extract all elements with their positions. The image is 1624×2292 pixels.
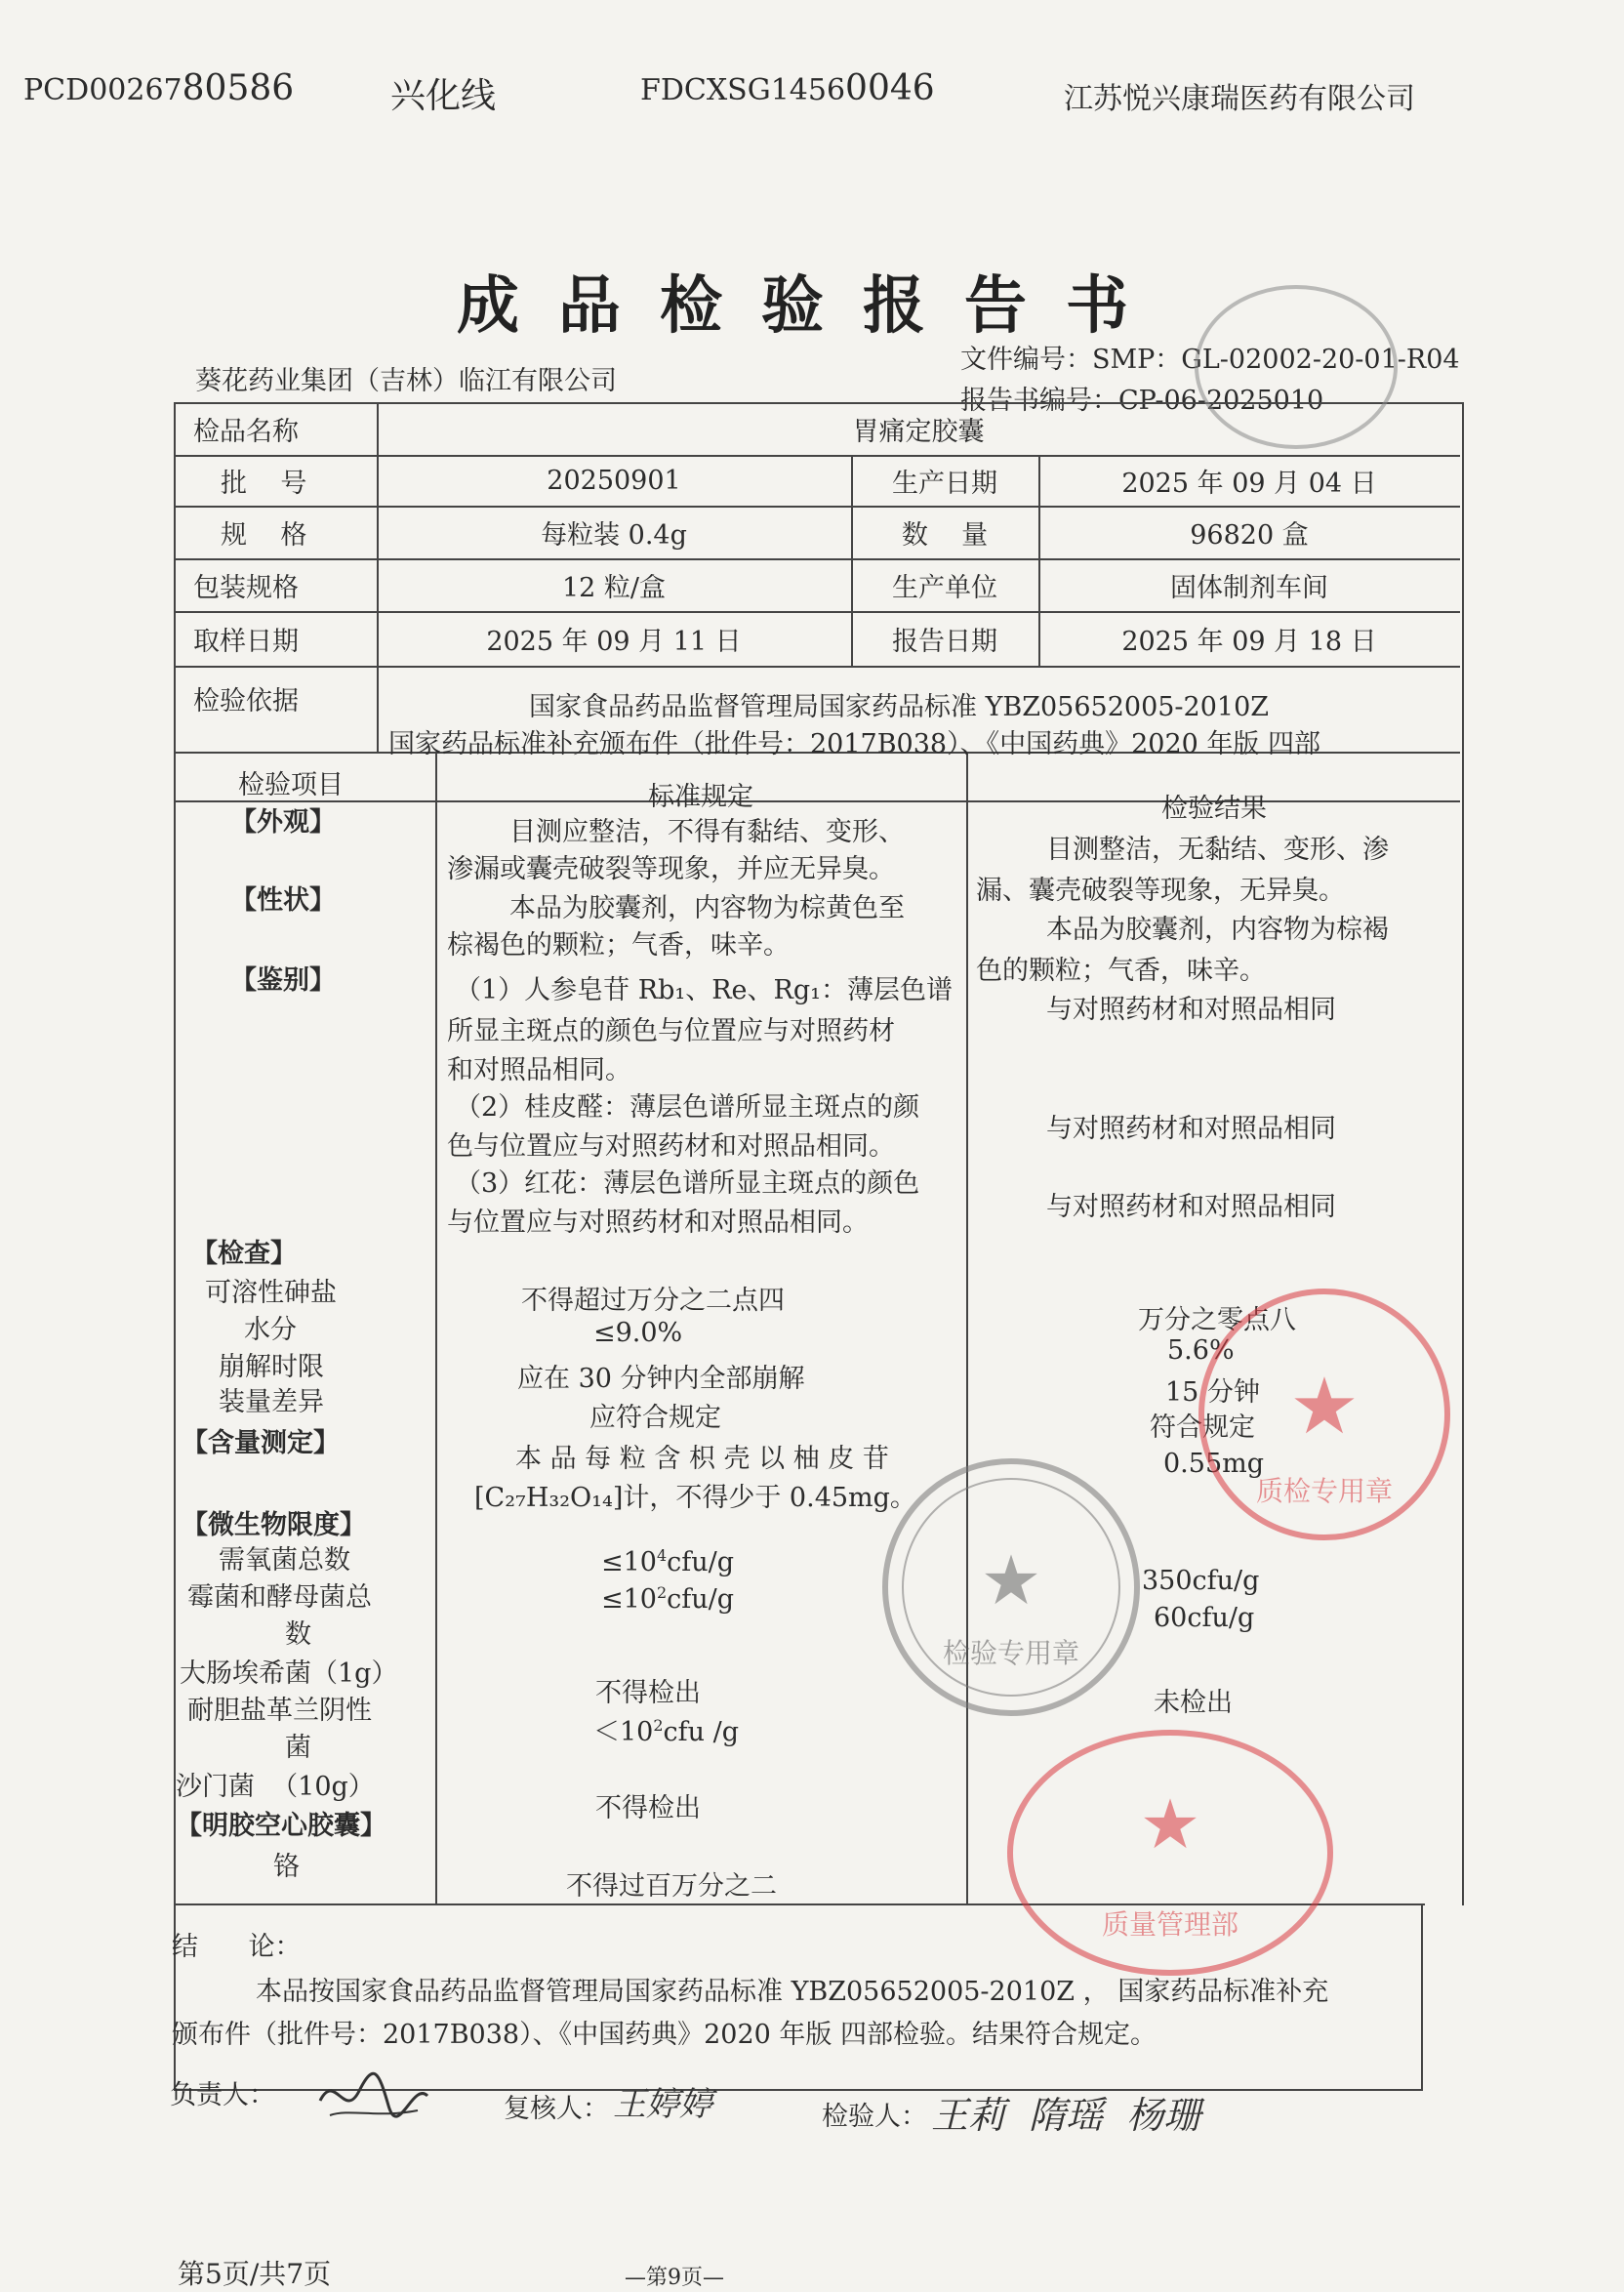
header-distributor: 江苏悦兴康瑞医药有限公司 bbox=[1064, 82, 1415, 116]
res-line: 色的颗粒；气香，味辛。 bbox=[976, 956, 1266, 986]
conclusion-label: 结 论： bbox=[172, 1932, 302, 1962]
label-spec: 规 格 bbox=[221, 519, 307, 551]
std-aerobic: $\le 10^4cfu/g$ bbox=[601, 1546, 735, 1577]
value-product: 胃痛定胶囊 bbox=[852, 416, 985, 447]
value-prod-date: 2025 年 09 月 04 日 bbox=[1121, 468, 1377, 499]
item-bile-1: 耐胆盐革兰阴性 bbox=[187, 1696, 372, 1726]
std-line: （3）红花：薄层色谱所显主斑点的颜色 bbox=[455, 1168, 920, 1199]
item-character: 【性状】 bbox=[230, 885, 336, 916]
label-unit: 生产单位 bbox=[892, 572, 997, 603]
basis-line-1: 国家食品药品监督管理局国家药品标准 YBZ05652005-2010Z bbox=[529, 692, 1270, 722]
std-line: 渗漏或囊壳破裂等现象，并应无异臭。 bbox=[447, 854, 895, 884]
item-disint: 崩解时限 bbox=[219, 1352, 324, 1382]
item-mold-1: 霉菌和酵母菌总 bbox=[187, 1582, 372, 1613]
inspection-seal: ★ 检验专用章 bbox=[882, 1458, 1140, 1716]
item-mold-2: 数 bbox=[285, 1619, 311, 1650]
std-bile: $<10^2cfu$ /g bbox=[593, 1716, 740, 1747]
std-fill: 应符合规定 bbox=[589, 1403, 721, 1433]
std-line: 所显主斑点的颜色与位置应与对照药材 bbox=[447, 1016, 895, 1046]
std-line: （2）桂皮醛：薄层色谱所显主斑点的颜 bbox=[455, 1092, 920, 1123]
std-line: （1）人参皂苷 Rb₁、Re、Rg₁：薄层色谱 bbox=[455, 975, 953, 1005]
item-appearance: 【外观】 bbox=[230, 807, 336, 838]
item-chrome: 铬 bbox=[273, 1852, 300, 1882]
label-qty: 数 量 bbox=[901, 519, 989, 551]
header-code2: FDCXSG14560046 bbox=[640, 68, 935, 108]
res-line: 目测整洁，无黏结、变形、渗 bbox=[1046, 835, 1389, 865]
value-sample-date: 2025 年 09 月 11 日 bbox=[486, 626, 742, 657]
item-arsenic: 可溶性砷盐 bbox=[205, 1278, 337, 1308]
inspector-signatures: 王莉 隋瑶 杨珊 bbox=[931, 2094, 1201, 2137]
std-line: 与位置应与对照药材和对照品相同。 bbox=[447, 1207, 869, 1238]
conclusion-line-2: 颁布件（批件号：2017B038）、《中国药典》2020 年版 四部检验。结果符合规定。 bbox=[172, 2020, 1157, 2050]
label-sample-date: 取样日期 bbox=[193, 626, 299, 657]
res-mold: 60cfu/g bbox=[1154, 1603, 1255, 1633]
std-line: 目测应整洁，不得有黏结、变形、 bbox=[509, 817, 905, 847]
value-report-date: 2025 年 09 月 18 日 bbox=[1121, 626, 1377, 657]
value-batch: 20250901 bbox=[547, 465, 681, 496]
label-basis: 检验依据 bbox=[193, 685, 299, 716]
col-header-standard: 标准规定 bbox=[648, 782, 753, 812]
std-line: 和对照品相同。 bbox=[447, 1055, 631, 1085]
value-unit: 固体制剂车间 bbox=[1170, 572, 1328, 603]
std-mold: $\le 10^2cfu/g$ bbox=[601, 1583, 735, 1615]
responsible-signature bbox=[310, 2062, 437, 2130]
col-header-result: 检验结果 bbox=[1161, 794, 1267, 824]
std-disint: 应在 30 分钟内全部崩解 bbox=[517, 1364, 805, 1394]
label-batch: 批 号 bbox=[221, 468, 307, 499]
col-divider bbox=[966, 752, 968, 1903]
item-identify: 【鉴别】 bbox=[230, 965, 336, 996]
manufacturer: 葵花药业集团（吉林）临江有限公司 bbox=[195, 366, 617, 396]
value-qty: 96820 盒 bbox=[1190, 519, 1309, 551]
seal-text: 质检专用章 bbox=[1255, 1475, 1393, 1507]
std-chrome: 不得过百万分之二 bbox=[566, 1871, 777, 1902]
item-bile-2: 菌 bbox=[285, 1733, 311, 1763]
item-assay: 【含量测定】 bbox=[182, 1428, 340, 1458]
res-line: 漏、囊壳破裂等现象，无异臭。 bbox=[976, 876, 1345, 906]
item-fill: 装量差异 bbox=[219, 1387, 324, 1417]
res-assay: 0.55mg bbox=[1163, 1449, 1265, 1479]
std-ecoli: 不得检出 bbox=[595, 1678, 701, 1708]
row-divider bbox=[174, 666, 1460, 668]
seal-text: 质量管理部 bbox=[1101, 1908, 1238, 1941]
col-divider bbox=[435, 752, 437, 1903]
item-aerobic: 需氧菌总数 bbox=[219, 1545, 350, 1576]
seal-text: 检验专用章 bbox=[942, 1637, 1079, 1669]
res-identify-1: 与对照药材和对照品相同 bbox=[1046, 995, 1336, 1025]
report-number: 报告书编号：CP-06-2025010 bbox=[960, 386, 1324, 416]
res-line: 本品为胶囊剂，内容物为棕褐 bbox=[1046, 915, 1389, 945]
std-arsenic: 不得超过万分之二点四 bbox=[521, 1286, 785, 1316]
responsible-label: 负责人： bbox=[170, 2080, 275, 2110]
std-line: 色与位置应与对照药材和对照品相同。 bbox=[447, 1131, 895, 1162]
basis-line-2: 国家药品标准补充颁布件（批件号：2017B038）、《中国药典》2020 年版 四部 bbox=[388, 729, 1320, 759]
doc-number: 文件编号：SMP：GL-02002-20-01-R04 bbox=[960, 345, 1460, 375]
distributor-seal: ★ 质量管理部 bbox=[1007, 1730, 1333, 1976]
res-arsenic: 万分之零点八 bbox=[1138, 1305, 1296, 1335]
res-ecoli: 未检出 bbox=[1154, 1688, 1233, 1718]
res-disint: 15 分钟 bbox=[1165, 1377, 1260, 1408]
res-water: 5.6% bbox=[1167, 1335, 1235, 1366]
page-number-secondary: —第9页— bbox=[625, 2266, 724, 2290]
quality-seal: ★ 质检专用章 bbox=[1198, 1289, 1450, 1540]
label-product: 检品名称 bbox=[193, 416, 299, 447]
std-assay-2: [C₂₇H₃₂O₁₄]计，不得少于 0.45mg。 bbox=[474, 1483, 916, 1513]
reviewer-label: 复核人： bbox=[504, 2094, 609, 2124]
item-ecoli: 大肠埃希菌（1g） bbox=[180, 1658, 398, 1689]
gray-stamp-top bbox=[1195, 285, 1398, 449]
std-assay-1: 本 品 每 粒 含 枳 壳 以 柚 皮 苷 bbox=[515, 1444, 889, 1474]
item-micro: 【微生物限度】 bbox=[182, 1510, 366, 1540]
res-identify-2: 与对照药材和对照品相同 bbox=[1046, 1114, 1336, 1144]
value-spec: 每粒装 0.4g bbox=[541, 519, 687, 551]
std-line: 棕褐色的颗粒；气香，味辛。 bbox=[447, 930, 790, 961]
item-salmonella: 沙门菌 （10g） bbox=[176, 1772, 375, 1802]
value-pack: 12 粒/盒 bbox=[561, 572, 667, 603]
conclusion-right-border bbox=[1421, 1903, 1423, 2089]
reviewer-signature: 王婷婷 bbox=[613, 2085, 712, 2124]
conclusion-line-1: 本品按国家食品药品监督管理局国家药品标准 YBZ05652005-2010Z ， 国家药品标准补充 bbox=[256, 1977, 1329, 2007]
std-water: ≤9.0% bbox=[593, 1318, 683, 1348]
item-inspect: 【检查】 bbox=[191, 1239, 297, 1269]
label-prod-date: 生产日期 bbox=[892, 468, 997, 499]
header-line-name: 兴化线 bbox=[390, 76, 497, 116]
res-identify-3: 与对照药材和对照品相同 bbox=[1046, 1192, 1336, 1222]
item-gelatin: 【明胶空心胶囊】 bbox=[176, 1811, 386, 1841]
std-salmonella: 不得检出 bbox=[595, 1793, 701, 1823]
page-number: 第5页/共7页 bbox=[178, 2258, 332, 2290]
inspector-label: 检验人： bbox=[822, 2102, 927, 2132]
col-header-item: 检验项目 bbox=[238, 770, 344, 800]
label-pack: 包装规格 bbox=[193, 572, 299, 603]
page-title: 成品检验报告书 bbox=[457, 269, 1167, 343]
std-line: 本品为胶囊剂，内容物为棕黄色至 bbox=[509, 893, 905, 923]
res-fill: 符合规定 bbox=[1150, 1412, 1255, 1443]
row-divider bbox=[174, 800, 1460, 802]
header-code1: PCD0026780586 bbox=[23, 68, 295, 108]
item-water: 水分 bbox=[244, 1315, 297, 1345]
label-report-date: 报告日期 bbox=[892, 626, 997, 657]
res-aerobic: 350cfu/g bbox=[1142, 1566, 1260, 1596]
